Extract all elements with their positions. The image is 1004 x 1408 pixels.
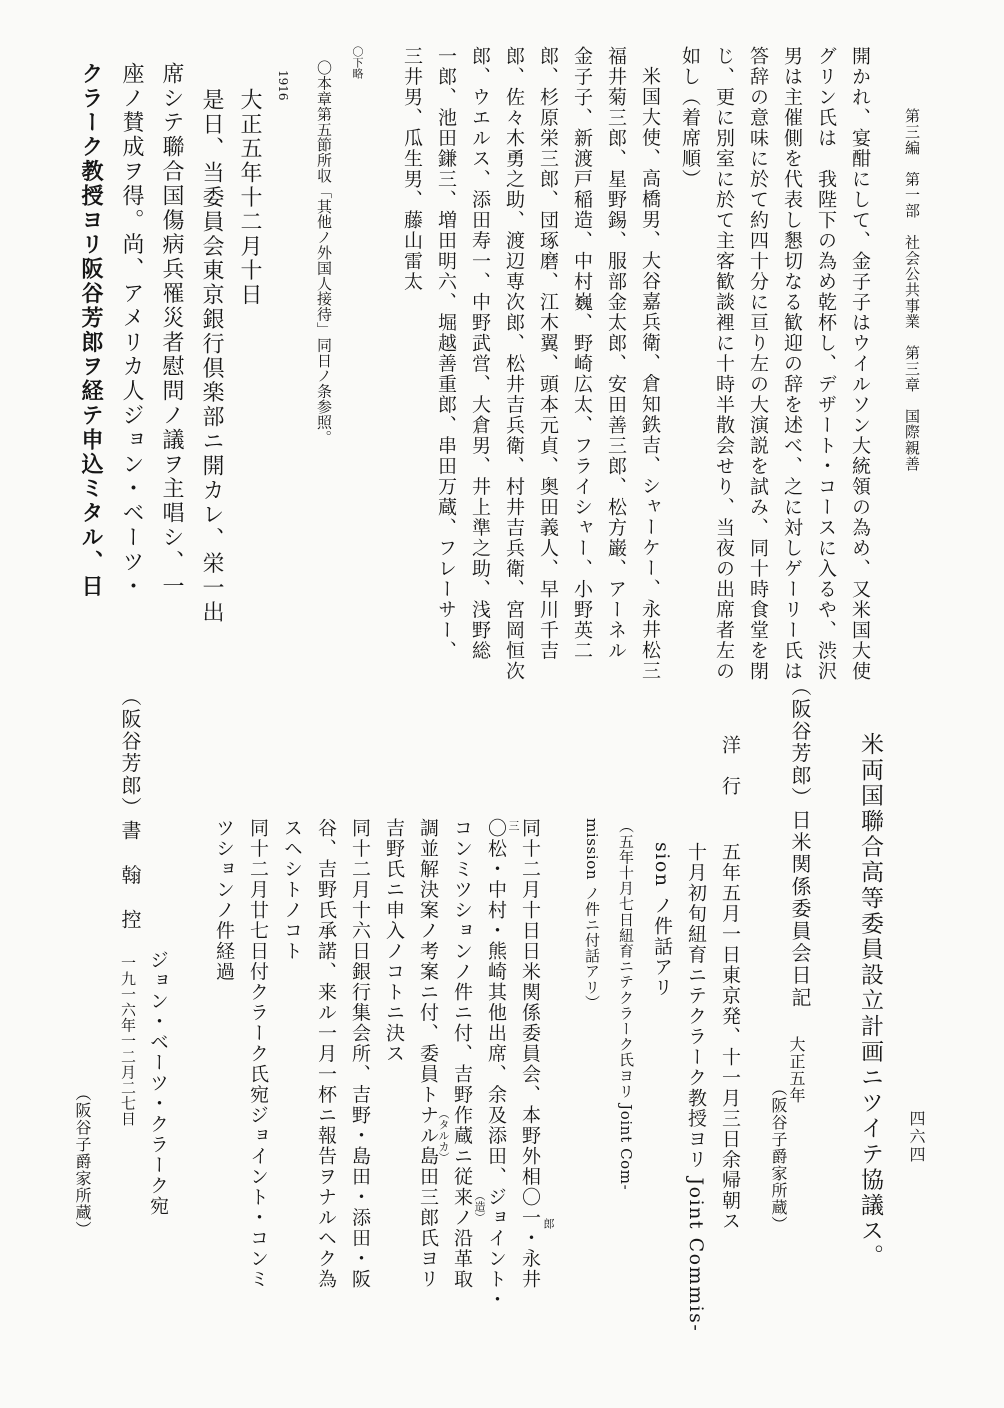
paragraph-line: グリン氏は 我陛下の為め乾杯し、デザート・コースに入るや、渋沢 [815,46,837,682]
correction-annotation: （造） [473,1190,486,1223]
attendee-line: 郎、ウエルス、添田寿一、中野武営、大倉男、井上準之助、浅野総 [469,46,491,661]
letter-addressee: ジョン・ベーツ・クラーク宛 [147,950,169,1217]
diary-line: スヘシトノコト [281,818,303,962]
diary-line: 同十二月十日日米関係委員会、本野外相〇一・永井 [519,818,541,1290]
diary-year: 大正五年 [787,1036,806,1104]
entry-date: 大正五年十二月十日 [237,88,262,308]
diary-line: （五年十月七日紐育ニテクラーク氏ヨリ Joint Com- [617,818,635,1191]
diary-line: 谷、吉野氏承諾、来ル一月一杯ニ報告ヲナルヘク為 [315,818,337,1290]
attendee-line: 郎、佐々木勇之助、渡辺専次郎、松井吉兵衛、村井吉兵衛、宮岡恒次 [503,46,525,682]
diary-line: 五年五月一日東京発、十一月三日余帰朝ス [719,842,741,1232]
diary-line: 同十二月廿七日付クラーク氏宛ジョイント・コンミ [247,818,269,1290]
name-annotation: 郎 [542,1218,555,1229]
letter-date: 一九一六年一二月二七日 [119,955,137,1127]
diary-line: コンミツションノ件ニ付、吉野作蔵ニ従来ノ沿革取 [451,818,473,1290]
paragraph-line: じ、更に別室に於て主客歓談裡に十時半散会せり、当夜の出席者左の [713,46,735,682]
diary-line: ツションノ件経過 [213,818,235,982]
letter-author: （阪谷芳郎） [118,686,142,820]
diary-title: （阪谷芳郎）日米関係委員会日記 [788,676,812,1009]
western-year: 1916 [276,70,290,101]
entry-line: 座ノ賛成ヲ得。尚、アメリカ人ジョン・ベーツ・ [119,62,144,599]
diary-line: 十月初旬紐育ニテクラーク教授ヨリ Joint Commis- [685,842,707,1333]
diary-section-label: 洋 行 [719,735,741,797]
omission-mark: 〇下略 [351,46,364,79]
diary-line: sion ノ件話アリ [651,842,673,998]
attendee-line: 金子子、新渡戸稲造、中村巍、野崎広太、フライシャー、小野英二 [571,46,593,661]
paragraph-line: 男は主催側を代表し懇切なる歓迎の辞を述べ、之に対しゲーリー氏は [781,46,803,682]
name-annotation: 三 [507,820,520,831]
cross-reference-note: 〇本章第五節所収「其他ノ外国人接待」同日ノ条参照。 [315,60,333,445]
running-head: 第三編 第一部 社会公共事業 第三章 国際親善 [903,108,921,472]
attendee-line: 米国大使、高橋男、大谷嘉兵衛、倉知鉄吉、シャーケー、永井松三 [639,66,661,681]
entry-line: 席シテ聯合国傷病兵罹災者慰問ノ議ヲ主唱シ、一 [159,62,184,599]
agreement-title: 米両国聯合高等委員設立計画ニツイテ協議ス。 [857,732,883,1270]
attendee-line: 郎、杉原栄三郎、団琢磨、江木翼、頭本元貞、奥田義人、早川千吉 [537,46,559,661]
entry-line: 是日、当委員会東京銀行倶楽部ニ開カレ、栄一出 [199,88,224,625]
diary-line: mission ノ件ニ付話アリ） [583,818,601,1011]
letter-heading: 書 翰 控 [118,820,142,931]
page-number: 四六四 [907,1110,926,1164]
source-note: （阪谷子爵家所蔵） [769,1080,788,1233]
paragraph-line: 開かれ、宴酣にして、金子子はウイルソン大統領の為め、又米国大使 [849,46,871,682]
attendee-line: 一郎、池田鎌三、増田明六、堀越善重郎、串田万蔵、フレーサー、 [435,46,457,661]
source-note: （阪谷子爵家所蔵） [73,1085,92,1238]
paragraph-line: 如し（着席順） [679,46,701,190]
entry-line: クラーク教授ヨリ阪谷芳郎ヲ経テ申込ミタル、日 [78,62,104,599]
paragraph-line: 答辞の意味に於て約四十分に亘り左の大演説を試み、同十時食堂を閉 [747,46,769,682]
diary-line: 吉野氏ニ申入ノコトニ決ス [383,818,405,1064]
diary-line: 同十二月十六日銀行集会所、吉野・島田・添田・阪 [349,818,371,1290]
reading-annotation: （タルカ） [437,1108,450,1163]
attendee-line: 三井男、瓜生男、藤山雷太 [401,46,423,292]
attendee-line: 福井菊三郎、星野錫、服部金太郎、安田善三郎、松方巌、アーネル [605,46,627,661]
diary-line: 〇松・中村・熊崎其他出席、余及添田、ジョイント・ [485,818,507,1310]
diary-line: 調並解決案ノ考案ニ付、委員トナル島田三郎氏ヨリ [417,818,439,1290]
